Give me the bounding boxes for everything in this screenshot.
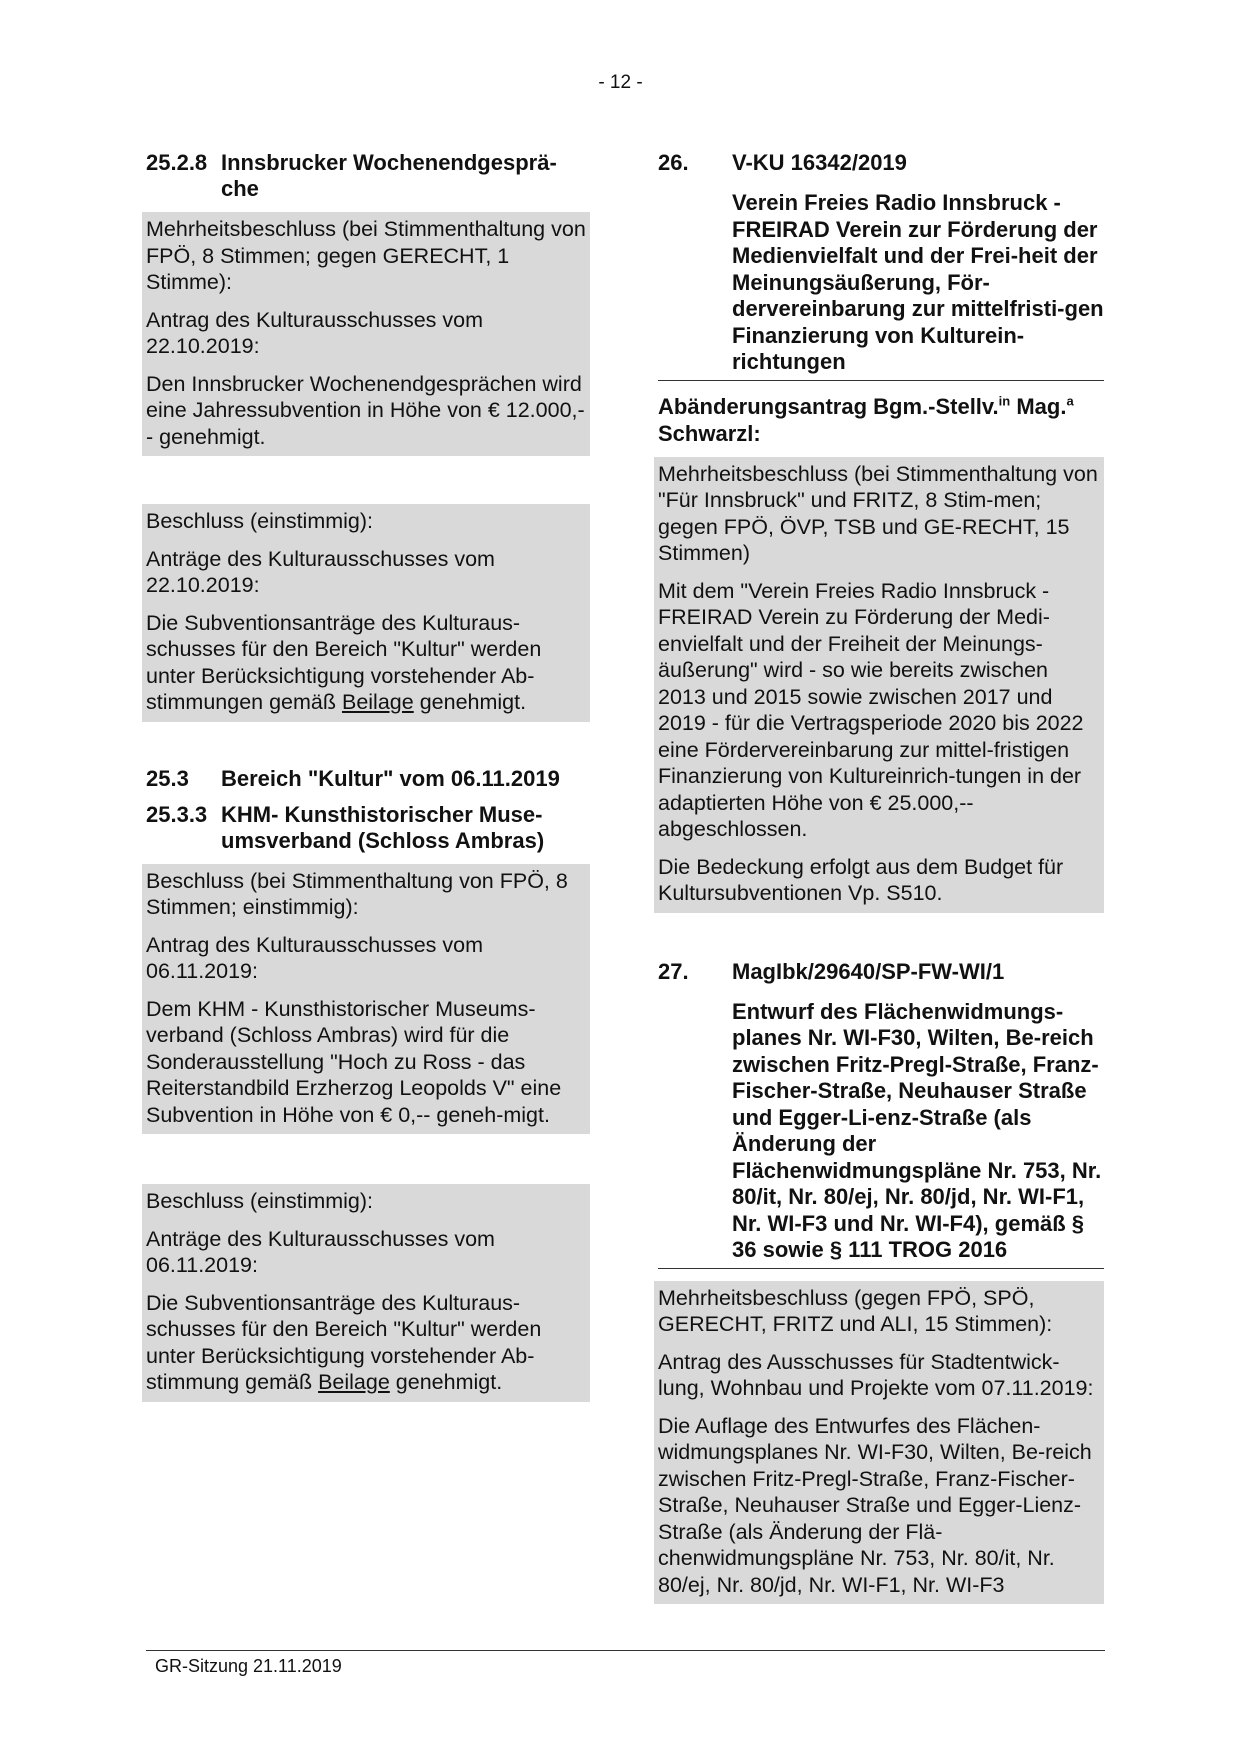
section-title: Innsbrucker Wochenendgesprä-che (221, 150, 557, 201)
footer-divider (146, 1650, 1105, 1651)
motion-reference: Antrag des Kulturausschusses vom 06.11.2019: (146, 932, 483, 983)
item-number: 27. (658, 958, 689, 984)
resolution-text: Die Subventionsanträge des Kulturaus-schusses für den Bereich "Kultur" werden unter Berücksichtigung vorstehender Ab-stimmungen gemäß Beilage genehmigt. (146, 610, 542, 714)
section-heading-25-3 (146, 766, 590, 792)
section-number: 25.3.3 (146, 801, 208, 827)
vote-result: Mehrheitsbeschluss (gegen FPÖ, SPÖ, GERECHT, FRITZ und ALI, 15 Stimmen): (658, 1285, 1053, 1336)
section-number: 25.2.8 (146, 150, 208, 175)
resolution-text: Dem KHM - Kunsthistorischer Museums-verband (Schloss Ambras) wird für die Sonderausstellung "Hoch zu Ross - das Reiterstandbild Erzherzog Leopolds V" eine Subvention in Höhe von € 0,-- geneh-migt. (146, 996, 562, 1127)
section-heading-25-3-3 (146, 802, 590, 854)
amendment-heading: Abänderungsantrag Bgm.-Stellv.$^{in}$ Mag.$^a$ Schwarzl: (658, 393, 1074, 446)
resolution-box (142, 504, 590, 722)
item-title: Verein Freies Radio Innsbruck - FREIRAD Verein zur Förderung der Medienvielfalt und der Frei-heit der Meinungsäußerung, För-dervereinbarung zur mittelfristi-gen Finanzierung von Kulturein-richtungen (658, 190, 1104, 381)
section-title: Bereich "Kultur" vom 06.11.2019 (221, 765, 560, 791)
vote-result: Mehrheitsbeschluss (bei Stimmenthaltung von "Für Innsbruck" und FRITZ, 8 Stim-men; gegen FPÖ, ÖVP, TSB und GE-RECHT, 15 Stimmen) (658, 461, 1098, 565)
agenda-item-27 (658, 959, 1104, 985)
item-code: V-KU 16342/2019 (732, 150, 907, 175)
resolution-text: Die Auflage des Entwurfes des Flächen-widmungsplanes Nr. WI-F30, Wilten, Be-reich zwischen Fritz-Pregl-Straße, Franz-Fischer-Straße, Neuhauser Straße und Egger-Lienz-Straße (als Änderung der Flä-chenwidmungspläne Nr. 753, Nr. 80/it, Nr. 80/ej, Nr. 80/jd, Nr. WI-F1, Nr. WI-F3 (658, 1413, 1092, 1597)
resolution-box (142, 212, 590, 456)
section-heading-25-2-8 (146, 150, 590, 202)
resolution-text: Den Innsbrucker Wochenendgesprächen wird eine Jahressubvention in Höhe von € 12.000,-- genehmigt. (146, 371, 585, 449)
resolution-box (654, 457, 1104, 913)
vote-result: Beschluss (einstimmig): (146, 509, 373, 533)
resolution-text: Die Subventionsanträge des Kulturaus-schusses für den Bereich "Kultur" werden unter Berücksichtigung vorstehender Ab-stimmung gemäß Beilage genehmigt. (146, 1290, 542, 1394)
item-number: 26. (658, 150, 689, 175)
motion-reference: Anträge des Kulturausschusses vom 06.11.2019: (146, 1226, 495, 1277)
resolution-box (654, 1281, 1104, 1605)
agenda-item-26 (658, 150, 1104, 176)
section-number: 25.3 (146, 765, 189, 791)
right-column (658, 150, 1104, 1604)
resolution-box (142, 1184, 590, 1402)
resolution-box (142, 864, 590, 1135)
resolution-text: Mit dem "Verein Freies Radio Innsbruck - FREIRAD Verein zu Förderung der Medi-envielfalt und der Freiheit der Meinungs-äußerung" wird - so wie bereits zwischen 2013 und 2015 sowie zwischen 2017 und 2019 - für die Vertragsperiode 2020 bis 2022 eine Fördervereinbarung zur mittel-fristigen Finanzierung von Kultureinrich-tungen in der adaptierten Höhe von € 25.000,-- abgeschlossen. (658, 578, 1084, 841)
item-title: Entwurf des Flächenwidmungs-planes Nr. WI-F30, Wilten, Be-reich zwischen Fritz-Pregl-Straße, Franz-Fischer-Straße, Neuhauser Straße und Egger-Li-enz-Straße (als Änderung der Flächenwidmungspläne Nr. 753, Nr. 80/it, Nr. 80/ej, Nr. 80/jd, Nr. WI-F1, Nr. WI-F3 und Nr. WI-F4), gemäß § 36 sowie § 111 TROG 2016 (658, 999, 1104, 1269)
motion-reference: Anträge des Kulturausschusses vom 22.10.2019: (146, 546, 495, 597)
motion-reference: Antrag des Ausschusses für Stadtentwick-lung, Wohnbau und Projekte vom 07.11.2019: (658, 1349, 1094, 1400)
left-column (146, 150, 590, 1402)
beilage-link[interactable]: Beilage (318, 1370, 390, 1394)
vote-result: Beschluss (einstimmig): (146, 1189, 373, 1213)
footer-session: GR-Sitzung 21.11.2019 (155, 1656, 342, 1676)
vote-result: Beschluss (bei Stimmenthaltung von FPÖ, 8 Stimmen; einstimmig): (146, 868, 568, 919)
budget-coverage: Die Bedeckung erfolgt aus dem Budget für Kultursubventionen Vp. S510. (658, 854, 1064, 905)
vote-result: Mehrheitsbeschluss (bei Stimmenthaltung von FPÖ, 8 Stimmen; gegen GERECHT, 1 Stimme): (146, 217, 586, 294)
item-code: MagIbk/29640/SP-FW-WI/1 (732, 958, 1005, 984)
beilage-link[interactable]: Beilage (341, 690, 414, 714)
motion-reference: Antrag des Kulturausschusses vom 22.10.2019: (146, 307, 483, 358)
page-number: - 12 - (598, 72, 643, 93)
section-title: KHM- Kunsthistorischer Muse-umsverband (Schloss Ambras) (221, 801, 545, 853)
